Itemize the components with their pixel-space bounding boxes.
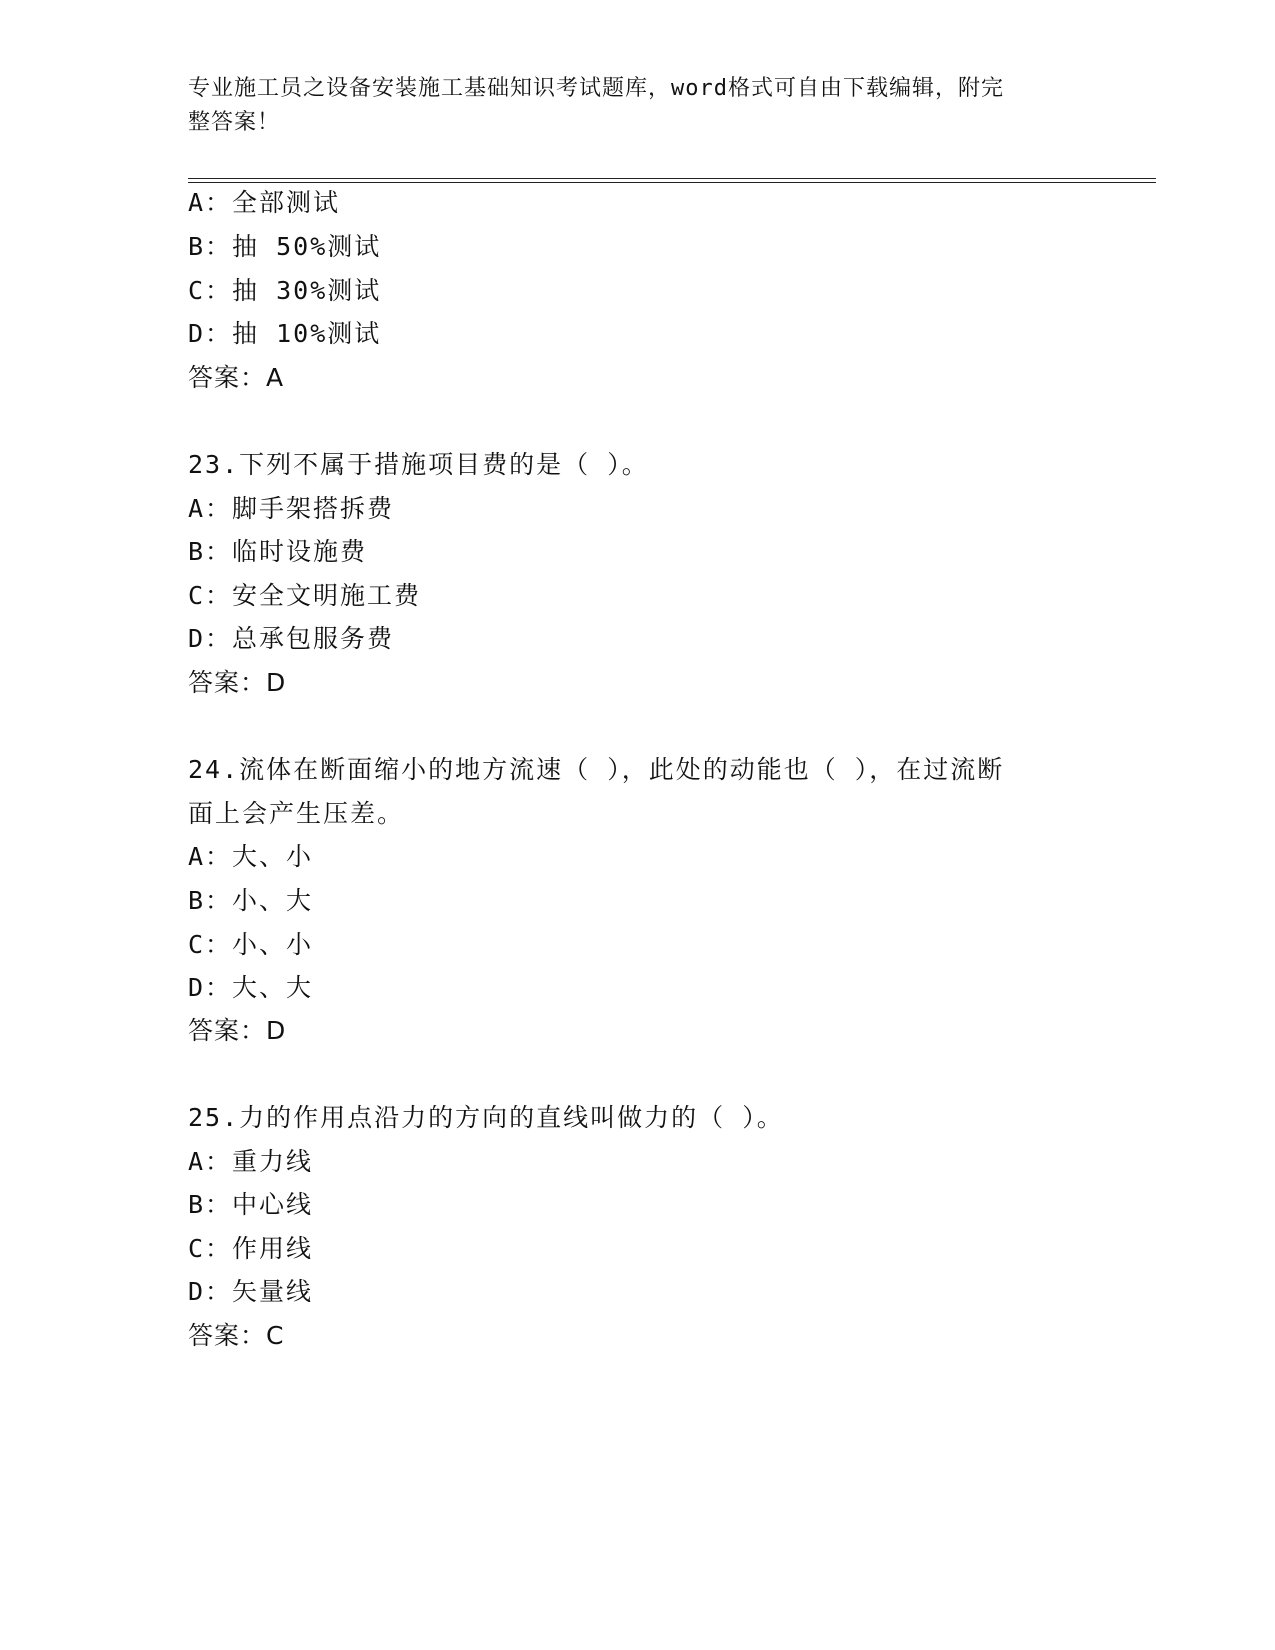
q25-option-c: C：作用线 [188,1234,314,1263]
q23-question: 23.下列不属于措施项目费的是（ ）。 [188,450,649,479]
q23-option-d: D：总承包服务费 [188,624,395,653]
q25-question: 25.力的作用点沿力的方向的直线叫做力的（ ）。 [188,1103,784,1132]
q22-option-a: A：全部测试 [188,188,341,217]
header-divider-bottom [188,182,1156,183]
q24-question-line-1: 24.流体在断面缩小的地方流速（ ），此处的动能也（ ），在过流断 [188,755,1005,784]
q23-option-c: C：安全文明施工费 [188,581,422,610]
q24-option-d: D：大、大 [188,973,314,1002]
q22-answer: 答案：A [188,363,285,392]
q23-option-b: B：临时设施费 [188,537,368,566]
document-header [188,72,1088,140]
q24-answer: 答案：D [188,1016,287,1045]
header-line-1: 专业施工员之设备安装施工基础知识考试题库，word格式可自由下载编辑，附完 [188,76,1004,101]
q22-option-d: D：抽 10%测试 [188,319,382,348]
header-line-2: 整答案！ [188,110,281,135]
q25-option-b: B：中心线 [188,1190,314,1219]
header-divider-top [188,178,1156,179]
q23-answer: 答案：D [188,668,287,697]
q24-question-line-2: 面上会产生压差。 [188,799,405,828]
q22-option-b: B：抽 50%测试 [188,232,382,261]
q24-option-a: A：大、小 [188,842,314,871]
q23-option-a: A：脚手架搭拆费 [188,494,395,523]
q24-option-c: C：小、小 [188,930,314,959]
q25-option-a: A：重力线 [188,1147,314,1176]
q25-answer: 答案：C [188,1321,285,1350]
q22-option-c: C：抽 30%测试 [188,276,382,305]
q24-option-b: B：小、大 [188,886,314,915]
q25-option-d: D：矢量线 [188,1277,314,1306]
